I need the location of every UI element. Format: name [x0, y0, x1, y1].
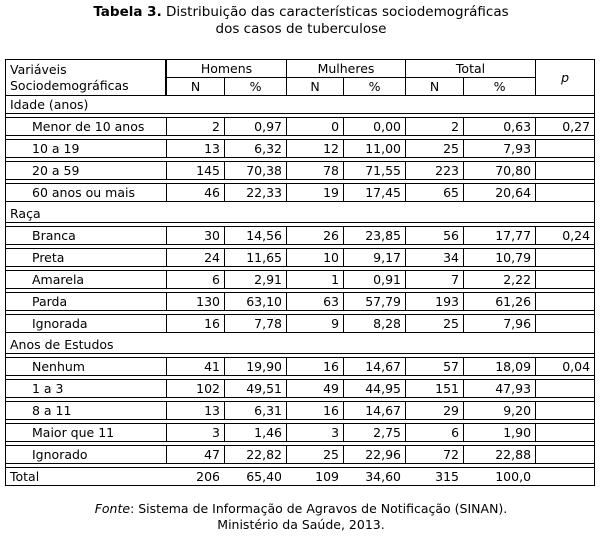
cell-p [535, 423, 595, 442]
cell-hn: 13 [166, 139, 224, 158]
cell-hn: 13 [166, 401, 224, 420]
cell-tn: 65 [405, 183, 463, 202]
table-row [5, 117, 595, 136]
row-label: Menor de 10 anos [5, 117, 166, 136]
cell-hp: 2,91 [224, 270, 286, 289]
cell-p [535, 445, 595, 464]
cell-mp: 17,45 [343, 183, 405, 202]
cell-tn: 34 [405, 248, 463, 267]
header-mulheres: Mulheres [286, 59, 405, 78]
header-homens: Homens [166, 59, 286, 78]
table-row [5, 423, 595, 442]
total-tn: 315 [405, 467, 463, 486]
row-label: 10 a 19 [5, 139, 166, 158]
section-title-row [5, 96, 595, 114]
caption-label: Tabela 3. [93, 4, 162, 20]
row-label: 60 anos ou mais [5, 183, 166, 202]
table-row [5, 379, 595, 398]
cell-tn: 151 [405, 379, 463, 398]
cell-mp: 0,00 [343, 117, 405, 136]
cell-hn: 24 [166, 248, 224, 267]
header-mulheres-pct: % [343, 78, 405, 96]
cell-tp: 61,26 [463, 292, 535, 311]
cell-tp: 2,22 [463, 270, 535, 289]
cell-hn: 145 [166, 161, 224, 180]
header-total-n: N [405, 78, 463, 96]
table-row [5, 401, 595, 420]
cell-mp: 14,67 [343, 357, 405, 376]
cell-tn: 25 [405, 314, 463, 333]
source-note [0, 501, 602, 533]
cell-hn: 41 [166, 357, 224, 376]
cell-p [535, 248, 595, 267]
cell-mp: 11,00 [343, 139, 405, 158]
cell-p [535, 401, 595, 420]
cell-p [535, 270, 595, 289]
section-title: Idade (anos) [5, 96, 595, 114]
cell-hp: 70,38 [224, 161, 286, 180]
cell-p [535, 139, 595, 158]
row-label: Preta [5, 248, 166, 267]
table-row [5, 292, 595, 311]
cell-tn: 56 [405, 226, 463, 245]
total-row [5, 467, 595, 486]
cell-hp: 7,78 [224, 314, 286, 333]
cell-mn: 78 [286, 161, 343, 180]
cell-mn: 19 [286, 183, 343, 202]
cell-hn: 130 [166, 292, 224, 311]
cell-hp: 1,46 [224, 423, 286, 442]
cell-mn: 26 [286, 226, 343, 245]
cell-mn: 63 [286, 292, 343, 311]
cell-p: 0,27 [535, 117, 595, 136]
cell-mn: 49 [286, 379, 343, 398]
cell-hn: 47 [166, 445, 224, 464]
total-p [535, 467, 595, 486]
cell-hn: 46 [166, 183, 224, 202]
cell-mn: 16 [286, 401, 343, 420]
total-mp: 34,60 [343, 467, 405, 486]
table-caption [0, 4, 602, 38]
cell-hp: 6,32 [224, 139, 286, 158]
row-label: Maior que 11 [5, 423, 166, 442]
cell-tn: 29 [405, 401, 463, 420]
total-tp: 100,0 [463, 467, 535, 486]
header-variables-line1: Variáveis [10, 61, 67, 77]
cell-p [535, 379, 595, 398]
cell-hp: 11,65 [224, 248, 286, 267]
cell-tp: 18,09 [463, 357, 535, 376]
header-total: Total [405, 59, 535, 78]
cell-hn: 30 [166, 226, 224, 245]
header-variables [5, 59, 166, 96]
cell-tn: 7 [405, 270, 463, 289]
cell-mn: 1 [286, 270, 343, 289]
cell-hp: 22,33 [224, 183, 286, 202]
row-label: 1 a 3 [5, 379, 166, 398]
total-hn: 206 [166, 467, 224, 486]
cell-mn: 25 [286, 445, 343, 464]
cell-mn: 12 [286, 139, 343, 158]
cell-mp: 44,95 [343, 379, 405, 398]
cell-mp: 71,55 [343, 161, 405, 180]
total-hp: 65,40 [224, 467, 286, 486]
table-row [5, 314, 595, 333]
row-label: Parda [5, 292, 166, 311]
source-line2: Ministério da Saúde, 2013. [217, 517, 385, 532]
total-label: Total [5, 467, 166, 486]
section-title: Raça [5, 205, 595, 223]
section-title: Anos de Estudos [5, 336, 595, 354]
cell-tp: 10,79 [463, 248, 535, 267]
table-row [5, 161, 595, 180]
cell-hp: 63,10 [224, 292, 286, 311]
row-label: Nenhum [5, 357, 166, 376]
cell-p [535, 292, 595, 311]
data-table [5, 59, 595, 486]
cell-p: 0,04 [535, 357, 595, 376]
header-p: p [535, 59, 595, 96]
row-label: Amarela [5, 270, 166, 289]
source-label: Fonte [94, 501, 131, 516]
cell-hp: 0,97 [224, 117, 286, 136]
caption-line2: dos casos de tuberculose [215, 21, 387, 37]
table-row [5, 139, 595, 158]
row-label: Ignorada [5, 314, 166, 333]
cell-hn: 6 [166, 270, 224, 289]
cell-mp: 9,17 [343, 248, 405, 267]
cell-tn: 2 [405, 117, 463, 136]
table-row [5, 445, 595, 464]
header-total-pct: % [463, 78, 535, 96]
cell-hn: 3 [166, 423, 224, 442]
cell-tp: 47,93 [463, 379, 535, 398]
section-title-row [5, 205, 595, 223]
row-label: 8 a 11 [5, 401, 166, 420]
cell-hn: 2 [166, 117, 224, 136]
cell-p [535, 314, 595, 333]
cell-tn: 25 [405, 139, 463, 158]
cell-mp: 57,79 [343, 292, 405, 311]
cell-tp: 1,90 [463, 423, 535, 442]
table-row [5, 226, 595, 245]
cell-p: 0,24 [535, 226, 595, 245]
cell-mn: 16 [286, 357, 343, 376]
cell-tp: 17,77 [463, 226, 535, 245]
header-homens-n: N [166, 78, 224, 96]
table-row [5, 248, 595, 267]
total-mn: 109 [286, 467, 343, 486]
source-line1: : Sistema de Informação de Agravos de Notificação (SINAN). [130, 501, 508, 516]
header-row-1 [5, 59, 595, 78]
cell-tp: 70,80 [463, 161, 535, 180]
cell-hp: 6,31 [224, 401, 286, 420]
cell-p [535, 161, 595, 180]
cell-hp: 49,51 [224, 379, 286, 398]
cell-mp: 8,28 [343, 314, 405, 333]
cell-tp: 7,93 [463, 139, 535, 158]
cell-hp: 19,90 [224, 357, 286, 376]
cell-hp: 14,56 [224, 226, 286, 245]
header-variables-line2: Sociodemográficas [10, 77, 129, 93]
cell-mn: 0 [286, 117, 343, 136]
cell-tp: 9,20 [463, 401, 535, 420]
cell-tp: 7,96 [463, 314, 535, 333]
cell-mn: 10 [286, 248, 343, 267]
cell-p [535, 183, 595, 202]
table-row [5, 357, 595, 376]
cell-tp: 0,63 [463, 117, 535, 136]
cell-tn: 72 [405, 445, 463, 464]
cell-mp: 2,75 [343, 423, 405, 442]
row-label: Ignorado [5, 445, 166, 464]
cell-hn: 102 [166, 379, 224, 398]
cell-hn: 16 [166, 314, 224, 333]
cell-tp: 22,88 [463, 445, 535, 464]
table-row [5, 183, 595, 202]
row-label: Branca [5, 226, 166, 245]
cell-mp: 14,67 [343, 401, 405, 420]
header-homens-pct: % [224, 78, 286, 96]
caption-line1: Distribuição das características sociodemográficas [166, 4, 509, 20]
row-label: 20 a 59 [5, 161, 166, 180]
data-table-wrapper [5, 59, 595, 486]
cell-mn: 9 [286, 314, 343, 333]
cell-mn: 3 [286, 423, 343, 442]
cell-tp: 20,64 [463, 183, 535, 202]
cell-tn: 6 [405, 423, 463, 442]
cell-tn: 223 [405, 161, 463, 180]
section-title-row [5, 336, 595, 354]
cell-mp: 23,85 [343, 226, 405, 245]
cell-mp: 0,91 [343, 270, 405, 289]
table-row [5, 270, 595, 289]
cell-tn: 57 [405, 357, 463, 376]
cell-tn: 193 [405, 292, 463, 311]
header-mulheres-n: N [286, 78, 343, 96]
cell-hp: 22,82 [224, 445, 286, 464]
cell-mp: 22,96 [343, 445, 405, 464]
